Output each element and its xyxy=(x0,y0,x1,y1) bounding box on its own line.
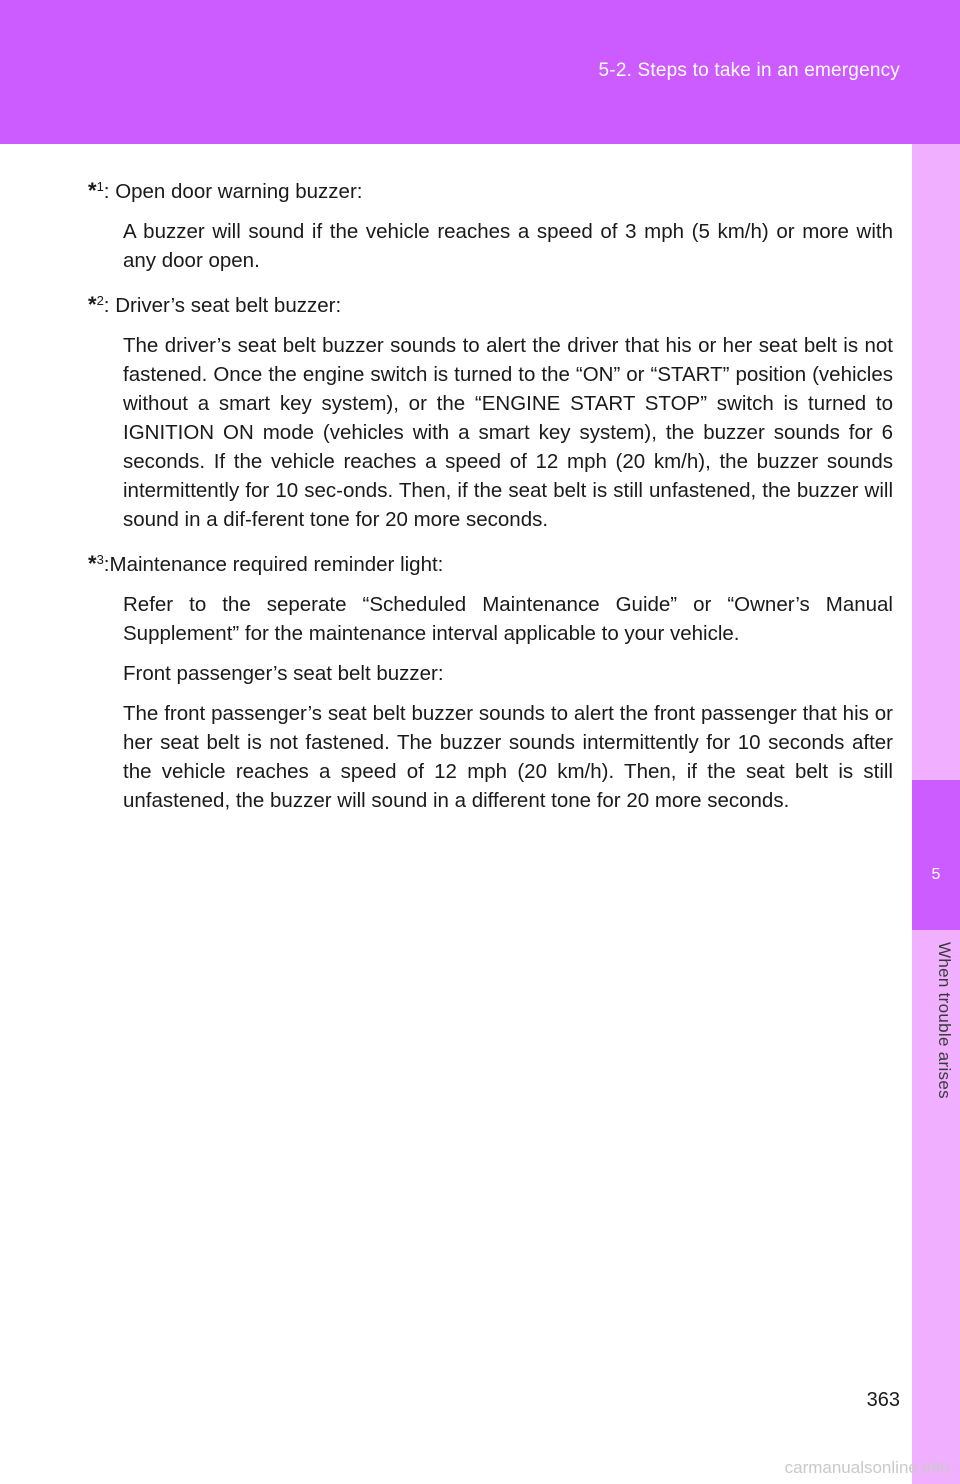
page-header xyxy=(0,0,960,144)
footnote-number: 1 xyxy=(96,179,104,194)
note-heading xyxy=(88,545,893,579)
footnote-marker: * xyxy=(88,292,97,317)
watermark: carmanualsonline.info xyxy=(784,1458,950,1477)
note-title: :Maintenance required reminder light: xyxy=(103,553,444,576)
chapter-label: When trouble arises xyxy=(935,942,954,1099)
note-heading xyxy=(88,172,893,206)
footnote-marker: * xyxy=(88,551,97,576)
note-heading xyxy=(88,286,893,320)
note-2 xyxy=(88,286,893,534)
footnote-number: 3 xyxy=(96,552,104,567)
note-title: : Open door warning buzzer: xyxy=(103,180,363,203)
note-3 xyxy=(88,545,893,815)
footnote-number: 2 xyxy=(96,293,104,308)
chapter-number-box xyxy=(912,780,960,930)
section-title: 5-2. Steps to take in an emergency xyxy=(598,60,900,81)
note-paragraph: A buzzer will sound if the vehicle reaches a speed of 3 mph (5 km/h) or more with any door open. xyxy=(123,220,893,272)
note-paragraph: Refer to the seperate “Scheduled Maintenance Guide” or “Owner’s Manual Supplement” for the maintenance interval applicable to your vehicle. xyxy=(123,593,893,645)
note-1 xyxy=(88,172,893,275)
footnote-marker: * xyxy=(88,178,97,203)
note-paragraph: The driver’s seat belt buzzer sounds to alert the driver that his or her seat belt is not fastened. Once the engine switch is turned to the “ON” or “START” position (vehicles without a smart key system), or the “ENGINE START STOP” switch is turned to IGNITION ON mode (vehicles with a smart key system), the buzzer sounds for 6 seconds. If the vehicle reaches a speed of 12 mph (20 km/h), the buzzer sounds intermittently for 10 sec-onds. Then, if the seat belt is still unfastened, the buzzer will sound in a dif-ferent tone for 20 more seconds. xyxy=(123,334,893,531)
chapter-number: 5 xyxy=(931,866,941,883)
note-title: : Driver’s seat belt buzzer: xyxy=(103,294,342,317)
note-subheading: Front passenger’s seat belt buzzer: xyxy=(123,662,444,685)
note-paragraph: The front passenger’s seat belt buzzer sounds to alert the front passenger that his or her seat belt is not fastened. The buzzer sounds intermittently for 10 seconds after the vehicle reaches a speed of 12 mph (20 km/h). Then, if the seat belt is still unfastened, the buzzer will sound in a different tone for 20 more seconds. xyxy=(123,702,893,812)
page-number: 363 xyxy=(866,1389,900,1411)
main-content xyxy=(88,172,893,826)
